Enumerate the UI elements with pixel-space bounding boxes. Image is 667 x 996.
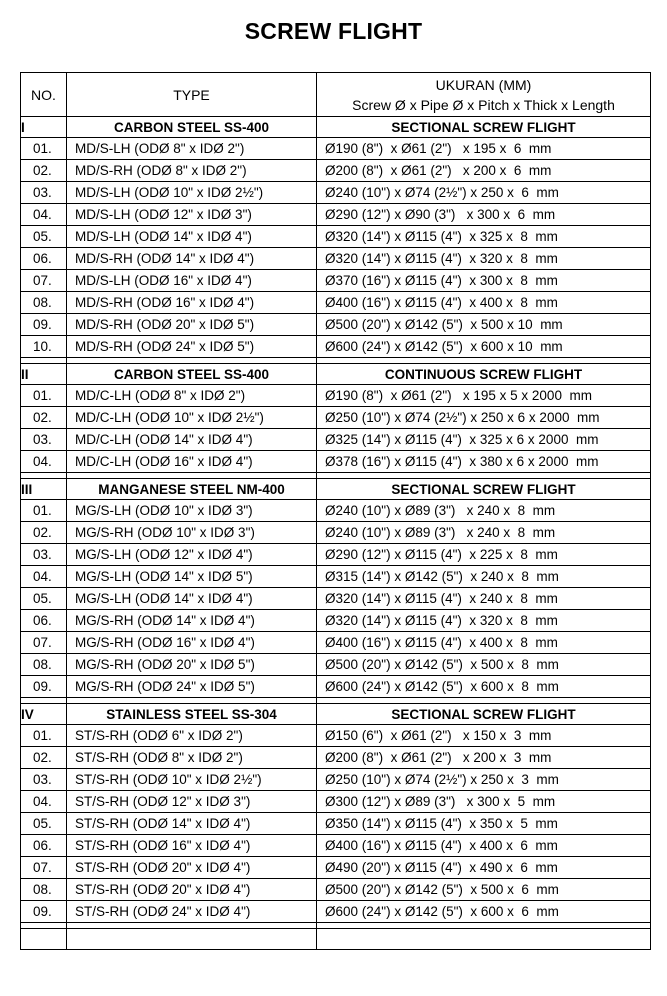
row-size: Ø370 (16") x Ø115 (4") x 300 x 8 mm bbox=[317, 270, 651, 292]
row-type: MG/S-LH (ODØ 14" x IDØ 4") bbox=[67, 588, 317, 610]
section-header-row bbox=[21, 479, 651, 500]
row-type: MD/C-LH (ODØ 10" x IDØ 2½") bbox=[67, 407, 317, 429]
table-row bbox=[21, 769, 651, 791]
section-header-row bbox=[21, 117, 651, 138]
table-row bbox=[21, 544, 651, 566]
row-number: 03. bbox=[21, 769, 67, 791]
row-number: 03. bbox=[21, 182, 67, 204]
table-row bbox=[21, 654, 651, 676]
row-type: MG/S-LH (ODØ 14" x IDØ 5") bbox=[67, 566, 317, 588]
row-number: 06. bbox=[21, 248, 67, 270]
empty-cell bbox=[21, 929, 67, 950]
row-type: MD/S-LH (ODØ 16" x IDØ 4") bbox=[67, 270, 317, 292]
row-number: 01. bbox=[21, 500, 67, 522]
row-size: Ø290 (12") x Ø90 (3") x 300 x 6 mm bbox=[317, 204, 651, 226]
row-number: 09. bbox=[21, 901, 67, 923]
row-type: ST/S-RH (ODØ 6" x IDØ 2") bbox=[67, 725, 317, 747]
table-row bbox=[21, 632, 651, 654]
header-ukuran-format: Screw Ø x Pipe Ø x Pitch x Thick x Length bbox=[352, 96, 615, 113]
table-row bbox=[21, 270, 651, 292]
row-size: Ø290 (12") x Ø115 (4") x 225 x 8 mm bbox=[317, 544, 651, 566]
section-flight-type: CONTINUOUS SCREW FLIGHT bbox=[317, 364, 651, 385]
row-number: 06. bbox=[21, 835, 67, 857]
table-row bbox=[21, 566, 651, 588]
table-row bbox=[21, 835, 651, 857]
table-row bbox=[21, 522, 651, 544]
section-material: CARBON STEEL SS-400 bbox=[67, 117, 317, 138]
table-row bbox=[21, 610, 651, 632]
row-type: MG/S-RH (ODØ 24" x IDØ 5") bbox=[67, 676, 317, 698]
section-material: MANGANESE STEEL NM-400 bbox=[67, 479, 317, 500]
row-size: Ø600 (24") x Ø142 (5") x 600 x 8 mm bbox=[317, 676, 651, 698]
row-type: MD/S-RH (ODØ 24" x IDØ 5") bbox=[67, 336, 317, 358]
row-type: MG/S-LH (ODØ 12" x IDØ 4") bbox=[67, 544, 317, 566]
row-type: MD/S-RH (ODØ 8" x IDØ 2") bbox=[67, 160, 317, 182]
table-row bbox=[21, 725, 651, 747]
header-type: TYPE bbox=[67, 73, 317, 117]
row-type: ST/S-RH (ODØ 10" x IDØ 2½") bbox=[67, 769, 317, 791]
row-size: Ø200 (8") x Ø61 (2") x 200 x 3 mm bbox=[317, 747, 651, 769]
row-number: 06. bbox=[21, 610, 67, 632]
table-row bbox=[21, 813, 651, 835]
table-row bbox=[21, 588, 651, 610]
row-type: MD/S-LH (ODØ 12" x IDØ 3") bbox=[67, 204, 317, 226]
row-type: MD/S-RH (ODØ 14" x IDØ 4") bbox=[67, 248, 317, 270]
section-flight-type: SECTIONAL SCREW FLIGHT bbox=[317, 704, 651, 725]
table-row bbox=[21, 500, 651, 522]
row-size: Ø500 (20") x Ø142 (5") x 500 x 8 mm bbox=[317, 654, 651, 676]
row-type: MD/S-RH (ODØ 16" x IDØ 4") bbox=[67, 292, 317, 314]
row-size: Ø250 (10") x Ø74 (2½") x 250 x 3 mm bbox=[317, 769, 651, 791]
row-number: 08. bbox=[21, 654, 67, 676]
section-numeral: I bbox=[21, 117, 67, 138]
row-size: Ø320 (14") x Ø115 (4") x 320 x 8 mm bbox=[317, 248, 651, 270]
row-number: 04. bbox=[21, 204, 67, 226]
table-row bbox=[21, 901, 651, 923]
row-number: 04. bbox=[21, 566, 67, 588]
table-row bbox=[21, 182, 651, 204]
section-header-row bbox=[21, 364, 651, 385]
header-no: NO. bbox=[21, 73, 67, 117]
row-size: Ø200 (8") x Ø61 (2") x 200 x 6 mm bbox=[317, 160, 651, 182]
row-number: 04. bbox=[21, 791, 67, 813]
table-row bbox=[21, 138, 651, 160]
row-type: ST/S-RH (ODØ 8" x IDØ 2") bbox=[67, 747, 317, 769]
row-type: MD/S-LH (ODØ 14" x IDØ 4") bbox=[67, 226, 317, 248]
row-number: 02. bbox=[21, 160, 67, 182]
row-size: Ø400 (16") x Ø115 (4") x 400 x 6 mm bbox=[317, 835, 651, 857]
row-type: MD/S-LH (ODØ 10" x IDØ 2½") bbox=[67, 182, 317, 204]
header-ukuran bbox=[317, 73, 651, 117]
row-type: MD/C-LH (ODØ 14" x IDØ 4") bbox=[67, 429, 317, 451]
empty-row bbox=[21, 929, 651, 950]
row-number: 01. bbox=[21, 138, 67, 160]
row-size: Ø190 (8") x Ø61 (2") x 195 x 6 mm bbox=[317, 138, 651, 160]
header-ukuran-title: UKURAN (MM) bbox=[435, 76, 532, 93]
header-row bbox=[21, 73, 651, 117]
row-type: MG/S-LH (ODØ 10" x IDØ 3") bbox=[67, 500, 317, 522]
empty-cell bbox=[67, 929, 317, 950]
row-number: 05. bbox=[21, 588, 67, 610]
section-numeral: II bbox=[21, 364, 67, 385]
row-type: ST/S-RH (ODØ 24" x IDØ 4") bbox=[67, 901, 317, 923]
row-number: 09. bbox=[21, 676, 67, 698]
section-material: CARBON STEEL SS-400 bbox=[67, 364, 317, 385]
row-size: Ø325 (14") x Ø115 (4") x 325 x 6 x 2000 mm bbox=[317, 429, 651, 451]
row-size: Ø190 (8") x Ø61 (2") x 195 x 5 x 2000 mm bbox=[317, 385, 651, 407]
row-size: Ø500 (20") x Ø142 (5") x 500 x 10 mm bbox=[317, 314, 651, 336]
row-type: ST/S-RH (ODØ 20" x IDØ 4") bbox=[67, 879, 317, 901]
row-number: 03. bbox=[21, 544, 67, 566]
table-row bbox=[21, 879, 651, 901]
row-size: Ø320 (14") x Ø115 (4") x 325 x 8 mm bbox=[317, 226, 651, 248]
table-row bbox=[21, 791, 651, 813]
row-number: 02. bbox=[21, 747, 67, 769]
empty-cell bbox=[317, 929, 651, 950]
row-number: 04. bbox=[21, 451, 67, 473]
table-row bbox=[21, 385, 651, 407]
table-row bbox=[21, 204, 651, 226]
row-type: ST/S-RH (ODØ 12" x IDØ 3") bbox=[67, 791, 317, 813]
table-row bbox=[21, 407, 651, 429]
row-size: Ø400 (16") x Ø115 (4") x 400 x 8 mm bbox=[317, 632, 651, 654]
row-number: 05. bbox=[21, 226, 67, 248]
row-size: Ø250 (10") x Ø74 (2½") x 250 x 6 x 2000 mm bbox=[317, 407, 651, 429]
section-flight-type: SECTIONAL SCREW FLIGHT bbox=[317, 479, 651, 500]
row-size: Ø240 (10") x Ø89 (3") x 240 x 8 mm bbox=[317, 500, 651, 522]
page-title: SCREW FLIGHT bbox=[244, 18, 423, 44]
screw-flight-table bbox=[20, 72, 651, 950]
row-type: MD/C-LH (ODØ 16" x IDØ 4") bbox=[67, 451, 317, 473]
row-size: Ø320 (14") x Ø115 (4") x 320 x 8 mm bbox=[317, 610, 651, 632]
row-size: Ø300 (12") x Ø89 (3") x 300 x 5 mm bbox=[317, 791, 651, 813]
table-row bbox=[21, 676, 651, 698]
row-number: 01. bbox=[21, 725, 67, 747]
row-size: Ø240 (10") x Ø89 (3") x 240 x 8 mm bbox=[317, 522, 651, 544]
row-size: Ø378 (16") x Ø115 (4") x 380 x 6 x 2000 mm bbox=[317, 451, 651, 473]
row-type: MG/S-RH (ODØ 20" x IDØ 5") bbox=[67, 654, 317, 676]
row-size: Ø320 (14") x Ø115 (4") x 240 x 8 mm bbox=[317, 588, 651, 610]
row-number: 08. bbox=[21, 879, 67, 901]
row-type: ST/S-RH (ODØ 20" x IDØ 4") bbox=[67, 857, 317, 879]
row-type: MD/S-RH (ODØ 20" x IDØ 5") bbox=[67, 314, 317, 336]
row-number: 02. bbox=[21, 407, 67, 429]
row-type: MG/S-RH (ODØ 14" x IDØ 4") bbox=[67, 610, 317, 632]
table-body bbox=[21, 73, 651, 950]
row-number: 07. bbox=[21, 632, 67, 654]
table-row bbox=[21, 451, 651, 473]
row-size: Ø240 (10") x Ø74 (2½") x 250 x 6 mm bbox=[317, 182, 651, 204]
row-type: MD/S-LH (ODØ 8" x IDØ 2") bbox=[67, 138, 317, 160]
row-size: Ø150 (6") x Ø61 (2") x 150 x 3 mm bbox=[317, 725, 651, 747]
table-row bbox=[21, 336, 651, 358]
table-row bbox=[21, 429, 651, 451]
table-row bbox=[21, 314, 651, 336]
row-type: MD/C-LH (ODØ 8" x IDØ 2") bbox=[67, 385, 317, 407]
row-size: Ø600 (24") x Ø142 (5") x 600 x 6 mm bbox=[317, 901, 651, 923]
row-size: Ø490 (20") x Ø115 (4") x 490 x 6 mm bbox=[317, 857, 651, 879]
table-row bbox=[21, 292, 651, 314]
section-material: STAINLESS STEEL SS-304 bbox=[67, 704, 317, 725]
row-size: Ø315 (14") x Ø142 (5") x 240 x 8 mm bbox=[317, 566, 651, 588]
row-size: Ø600 (24") x Ø142 (5") x 600 x 10 mm bbox=[317, 336, 651, 358]
row-number: 10. bbox=[21, 336, 67, 358]
table-row bbox=[21, 160, 651, 182]
row-number: 02. bbox=[21, 522, 67, 544]
row-number: 01. bbox=[21, 385, 67, 407]
row-number: 07. bbox=[21, 270, 67, 292]
row-size: Ø500 (20") x Ø142 (5") x 500 x 6 mm bbox=[317, 879, 651, 901]
row-number: 07. bbox=[21, 857, 67, 879]
table-row bbox=[21, 747, 651, 769]
section-numeral: IV bbox=[21, 704, 67, 725]
row-type: MG/S-RH (ODØ 16" x IDØ 4") bbox=[67, 632, 317, 654]
row-type: ST/S-RH (ODØ 16" x IDØ 4") bbox=[67, 835, 317, 857]
row-type: ST/S-RH (ODØ 14" x IDØ 4") bbox=[67, 813, 317, 835]
row-number: 08. bbox=[21, 292, 67, 314]
row-number: 03. bbox=[21, 429, 67, 451]
section-flight-type: SECTIONAL SCREW FLIGHT bbox=[317, 117, 651, 138]
row-type: MG/S-RH (ODØ 10" x IDØ 3") bbox=[67, 522, 317, 544]
row-number: 05. bbox=[21, 813, 67, 835]
table-row bbox=[21, 857, 651, 879]
section-numeral: III bbox=[21, 479, 67, 500]
row-size: Ø400 (16") x Ø115 (4") x 400 x 8 mm bbox=[317, 292, 651, 314]
table-row bbox=[21, 248, 651, 270]
row-number: 09. bbox=[21, 314, 67, 336]
section-header-row bbox=[21, 704, 651, 725]
table-row bbox=[21, 226, 651, 248]
row-size: Ø350 (14") x Ø115 (4") x 350 x 5 mm bbox=[317, 813, 651, 835]
